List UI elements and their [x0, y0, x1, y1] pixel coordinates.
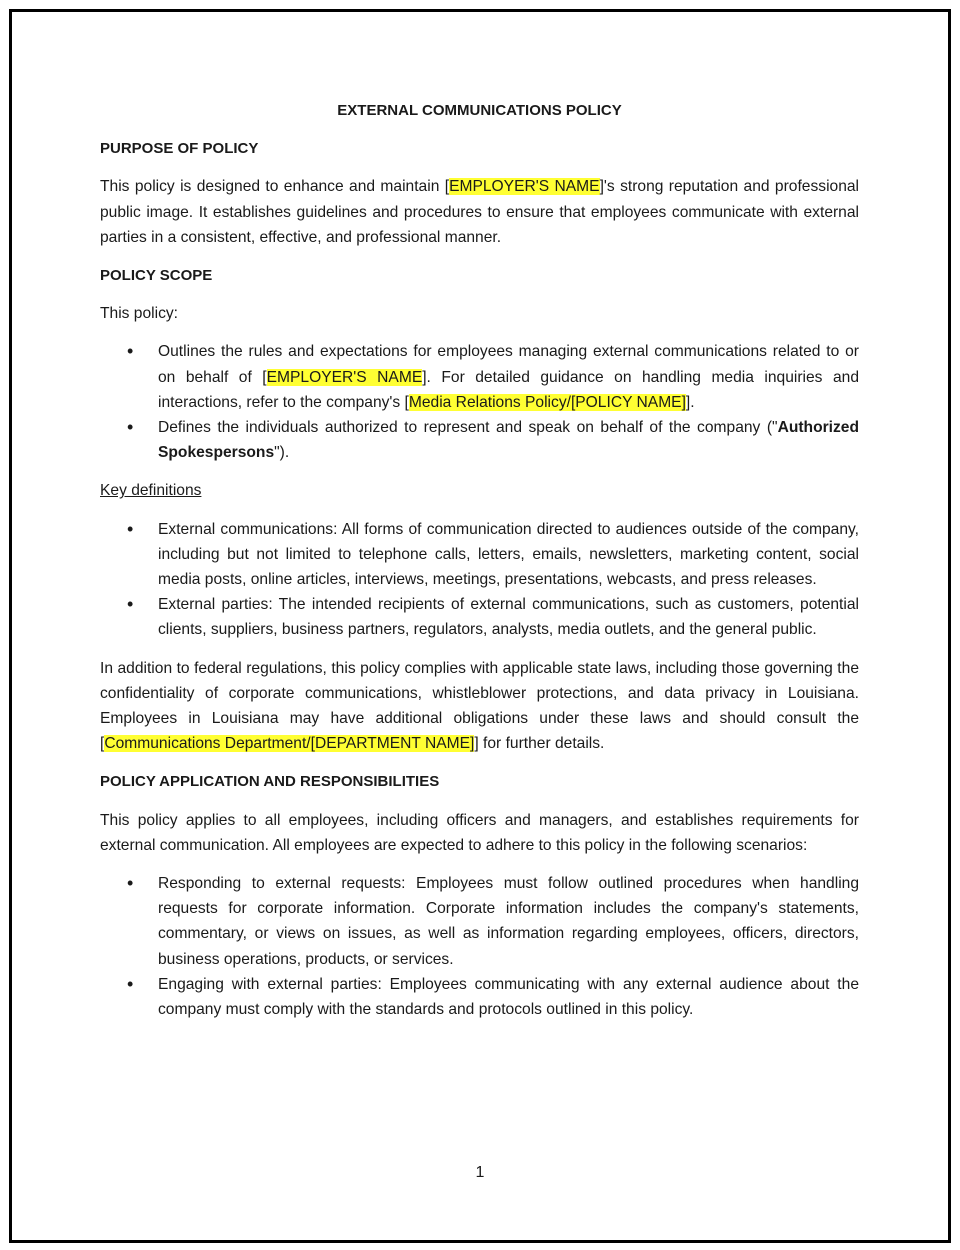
- list-item: • Defines the individuals authorized to represent and speak on behalf of the company ("Authorized Spokespersons").: [100, 415, 859, 465]
- placeholder-department-name: Communications Department/[DEPARTMENT NAME]: [104, 735, 475, 753]
- list-item: • Responding to external requests: Employees must follow outlined procedures when handling requests for corporate information. Corporate information includes the company's statements, commentary, or views on issues, as well as information regarding employees, officers, directors, business operations, products, or services.: [100, 871, 859, 972]
- list-item: • External communications: All forms of communication directed to audiences outside of the company, including but not limited to telephone calls, letters, emails, newsletters, marketing content, social media posts, online articles, interviews, meetings, presentations, webcasts, and press releases.: [100, 517, 859, 593]
- list-item: • Outlines the rules and expectations for employees managing external communications related to or on behalf of [EMPLOYER'S NAME]. For detailed guidance on handling media inquiries and interactions, refer to the company's [Media Relations Policy/[POLICY NAME]].: [100, 339, 859, 415]
- page-number: 1: [475, 1164, 485, 1181]
- application-list: [100, 871, 859, 1022]
- bold-term: Authorized Spokespersons: [158, 419, 859, 462]
- list-item: • Engaging with external parties: Employees communicating with any external audience about the company must comply with the standards and protocols outlined in this policy.: [100, 972, 859, 1022]
- definitions-list: [100, 517, 859, 643]
- definitions-heading: Key definitions: [100, 482, 202, 500]
- application-intro: This policy applies to all employees, including officers and managers, and establishes requirements for external communication. All employees are expected to adhere to this policy in the following scenarios:: [100, 811, 859, 854]
- placeholder-employer-name: EMPLOYER'S NAME: [266, 368, 423, 386]
- purpose-paragraph: This policy is designed to enhance and maintain [EMPLOYER'S NAME]'s strong reputation and professional public image. It establishes guidelines and procedures to ensure that employees communicate with external parties in a consistent, effective, and professional manner.: [100, 178, 860, 246]
- document-title: EXTERNAL COMMUNICATIONS POLICY: [337, 102, 622, 119]
- document-body: [100, 98, 859, 1035]
- list-item: • External parties: The intended recipients of external communications, such as customers, potential clients, suppliers, business partners, regulators, analysts, media outlets, and the general public.: [100, 592, 859, 642]
- placeholder-employer-name: EMPLOYER'S NAME: [449, 178, 600, 196]
- placeholder-policy-name: Media Relations Policy/[POLICY NAME]: [408, 393, 686, 411]
- application-heading: POLICY APPLICATION AND RESPONSIBILITIES: [100, 773, 440, 791]
- scope-heading: POLICY SCOPE: [100, 267, 213, 285]
- purpose-heading: PURPOSE OF POLICY: [100, 140, 259, 158]
- scope-intro: This policy:: [100, 305, 178, 323]
- compliance-paragraph: In addition to federal regulations, this policy complies with applicable state laws, including those governing the confidentiality of corporate communications, whistleblower protections, and data privacy in Louisiana. Employees in Louisiana may have additional obligations under these laws and should consult the [Communications Department/[DEPARTMENT NAME]] for further details.: [100, 659, 859, 753]
- scope-list: [100, 339, 859, 465]
